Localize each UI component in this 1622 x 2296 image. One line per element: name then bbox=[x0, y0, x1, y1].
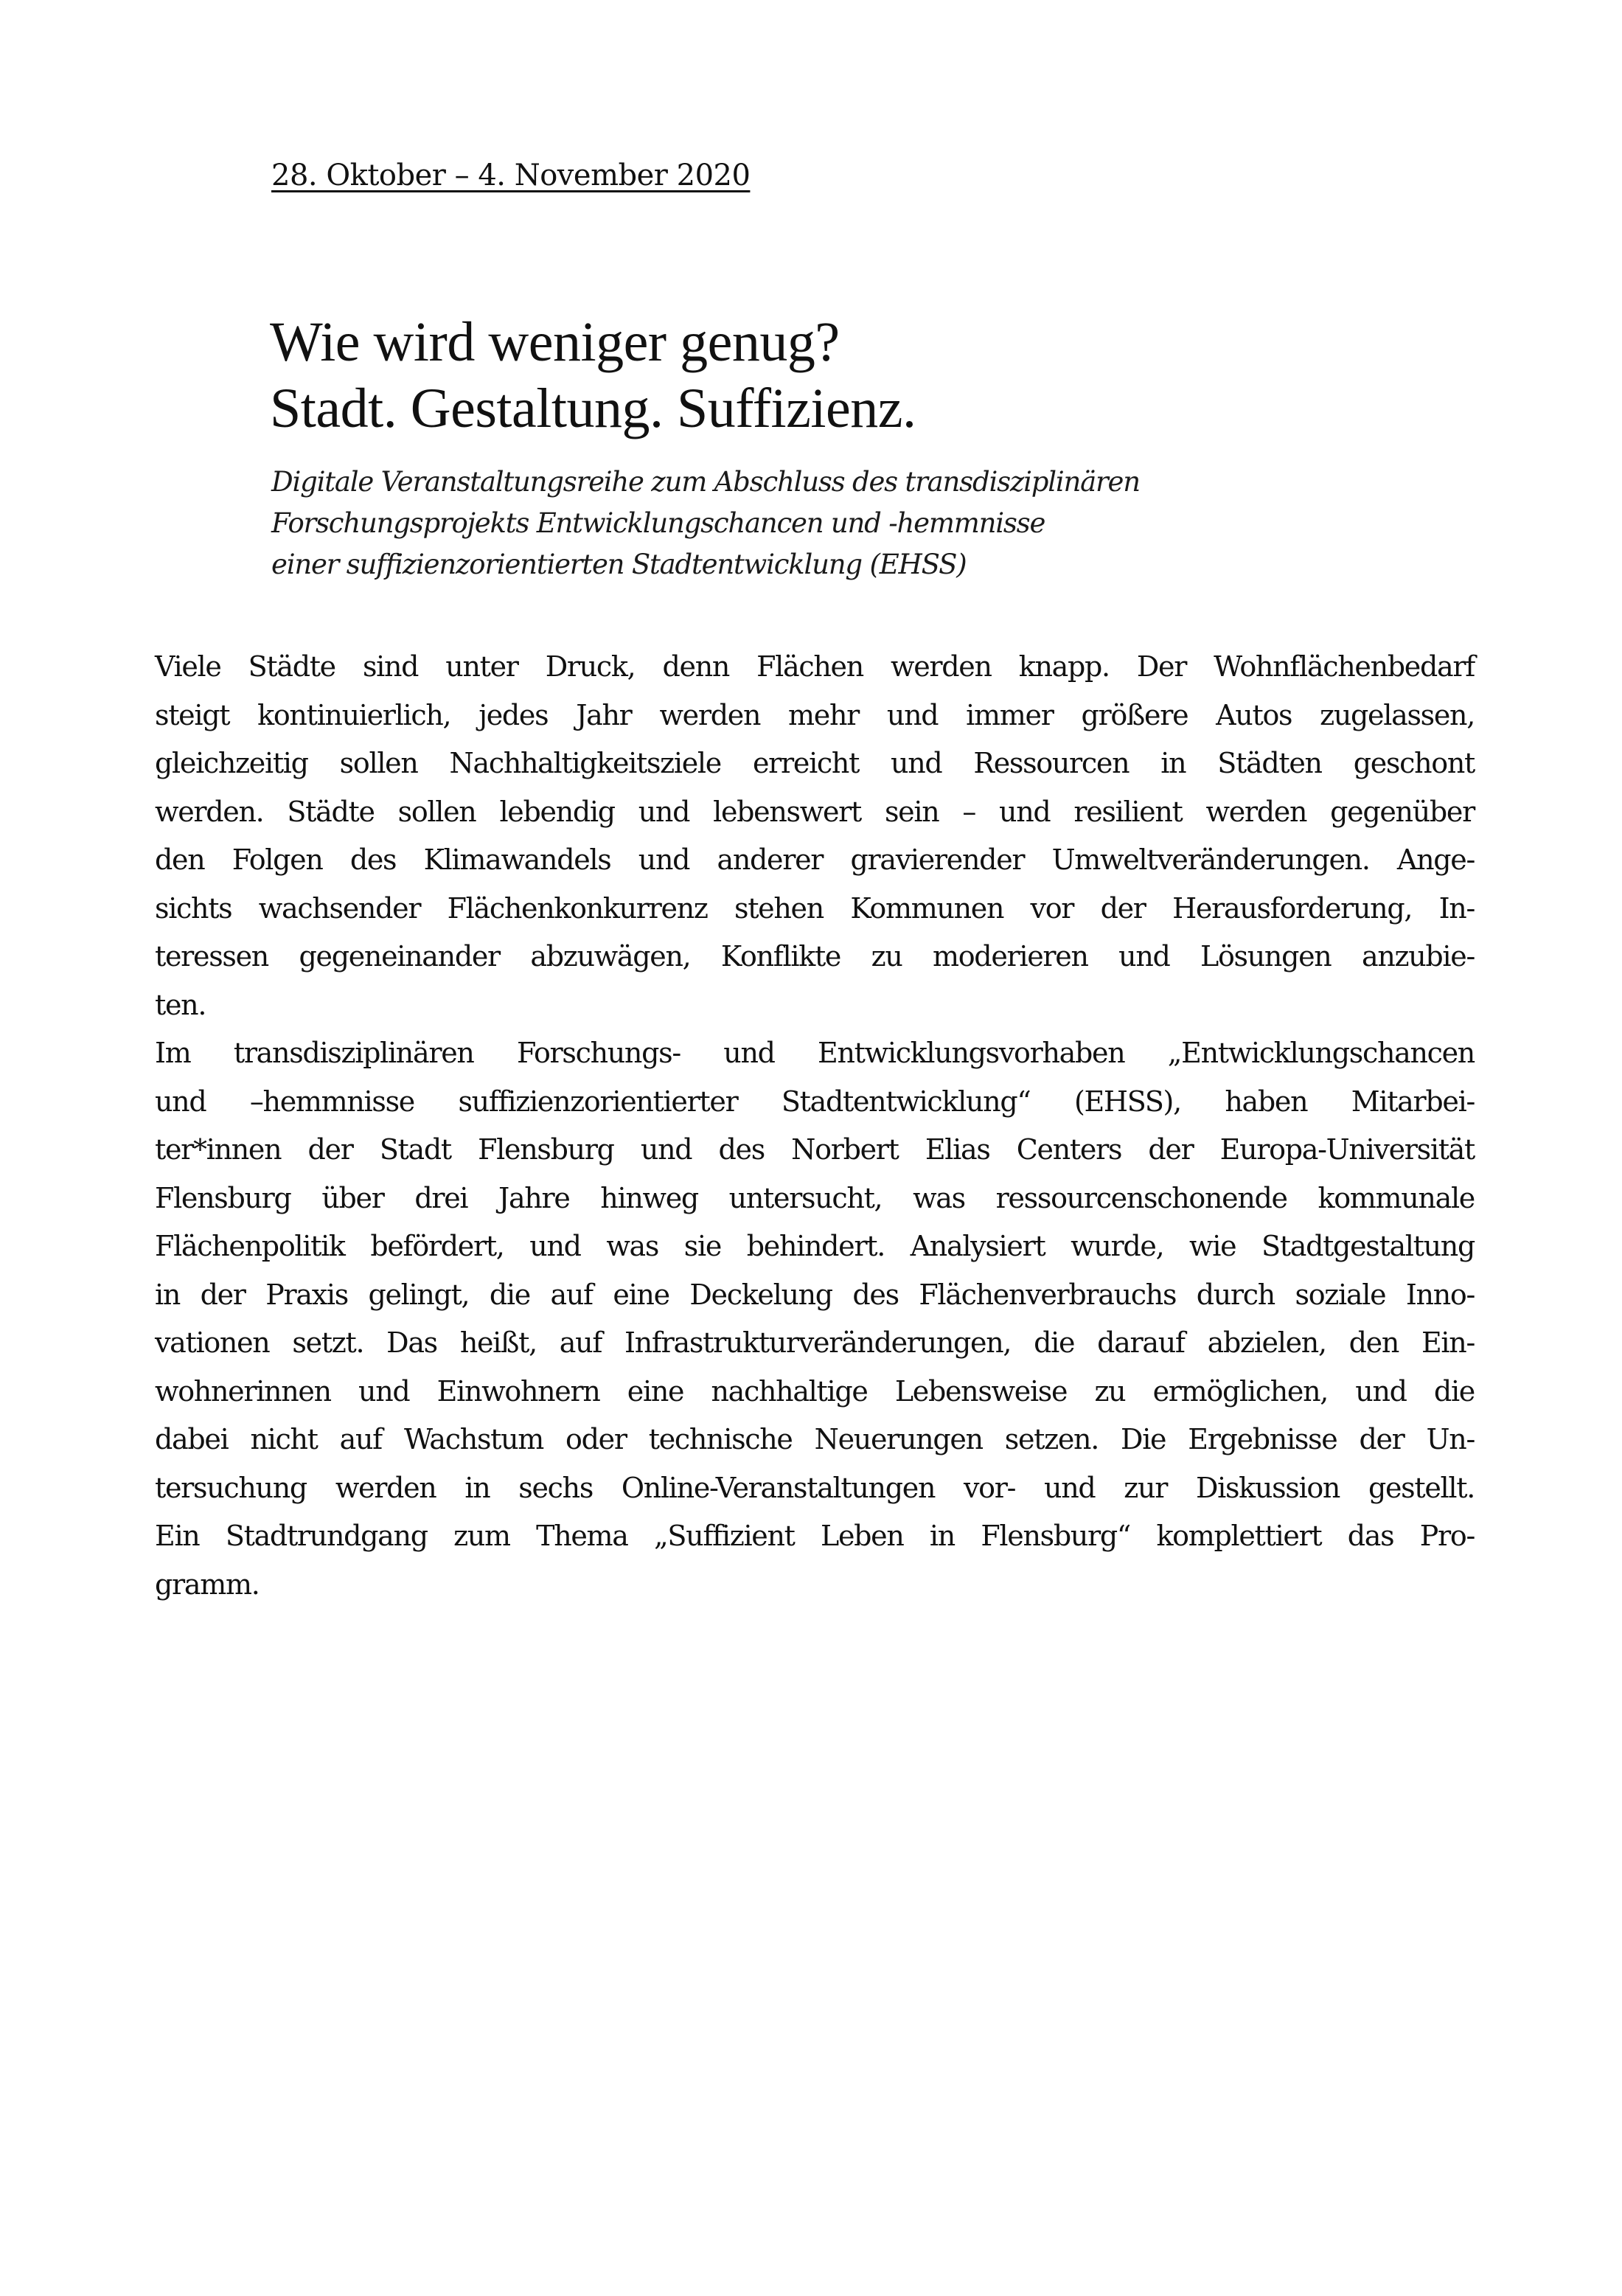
paragraph-2-line: ter*innen der Stadt Flensburg und des Norbert Elias Centers der Europa-Universität bbox=[155, 1133, 1475, 1166]
body-text bbox=[155, 643, 1475, 1609]
paragraph-2-line: Ein Stadtrundgang zum Thema „Suffizient Leben in Flensburg“ komplettiert das Pro- bbox=[155, 1520, 1475, 1552]
paragraph-2-line: und –hemmnisse suffizienzorientierter Stadtentwicklung“ (EHSS), haben Mitarbei- bbox=[155, 1085, 1475, 1118]
paragraph-1-line: sichts wachsender Flächenkonkurrenz stehen Kommunen vor der Herausforderung, In- bbox=[155, 891, 1475, 925]
title-line-subtitle: Stadt. Gestaltung. Suffizienz. bbox=[270, 378, 916, 439]
event-date-range: 28. Oktober – 4. November 2020 bbox=[271, 159, 751, 192]
paragraph-1-line: teressen gegeneinander abzuwägen, Konflikte zu moderieren und Lösungen anzubie- bbox=[155, 940, 1475, 973]
paragraph-2-line: in der Praxis gelingt, die auf eine Deckelung des Flächenverbrauchs durch soziale Inno- bbox=[155, 1278, 1475, 1311]
subtitle-line: einer suffizienzorientierten Stadtentwicklung (EHSS) bbox=[271, 549, 967, 580]
paragraph-1-line: werden. Städte sollen lebendig und lebenswert sein – und resilient werden gegenüber bbox=[155, 795, 1475, 828]
subtitle-line: Forschungsprojekts Entwicklungschancen und -hemmnisse bbox=[271, 507, 1045, 539]
paragraph-1-line: ten. bbox=[155, 988, 206, 1021]
paragraph-2-line: Flächenpolitik befördert, und was sie behindert. Analysiert wurde, wie Stadtgestaltung bbox=[155, 1230, 1475, 1262]
subtitle-line: Digitale Veranstaltungsreihe zum Abschluss des transdisziplinären bbox=[271, 466, 1140, 498]
paragraph-2-line: tersuchung werden in sechs Online-Veranstaltungen vor- und zur Diskussion gestellt. bbox=[155, 1471, 1475, 1504]
paragraph-1-line: den Folgen des Klimawandels und anderer gravierender Umweltveränderungen. Ange- bbox=[155, 843, 1475, 876]
paragraph-2-line: dabei nicht auf Wachstum oder technische Neuerungen setzen. Die Ergebnisse der Un- bbox=[155, 1423, 1475, 1455]
paragraph-2-line: Im transdisziplinären Forschungs- und Entwicklungsvorhaben „Entwicklungschancen bbox=[155, 1037, 1475, 1069]
title-line-question: Wie wird weniger genug? bbox=[270, 311, 840, 373]
paragraph-2-line: vationen setzt. Das heißt, auf Infrastrukturveränderungen, die darauf abzielen, den Ein- bbox=[155, 1326, 1475, 1359]
page-title bbox=[270, 308, 916, 442]
paragraph-2-line: gramm. bbox=[155, 1568, 260, 1601]
paragraph-1-line: Viele Städte sind unter Druck, denn Flächen werden knapp. Der Wohnflächenbedarf bbox=[155, 650, 1475, 683]
series-description bbox=[271, 462, 1140, 585]
paragraph-1-line: steigt kontinuierlich, jedes Jahr werden mehr und immer größere Autos zugelassen, bbox=[155, 698, 1475, 731]
paragraph-2-line: Flensburg über drei Jahre hinweg untersucht, was ressourcenschonende kommunale bbox=[155, 1181, 1475, 1214]
paragraph-1-line: gleichzeitig sollen Nachhaltigkeitsziele erreicht und Ressourcen in Städten geschont bbox=[155, 747, 1475, 779]
paragraph-2-line: wohnerinnen und Einwohnern eine nachhaltige Lebensweise zu ermöglichen, und die bbox=[155, 1374, 1475, 1408]
